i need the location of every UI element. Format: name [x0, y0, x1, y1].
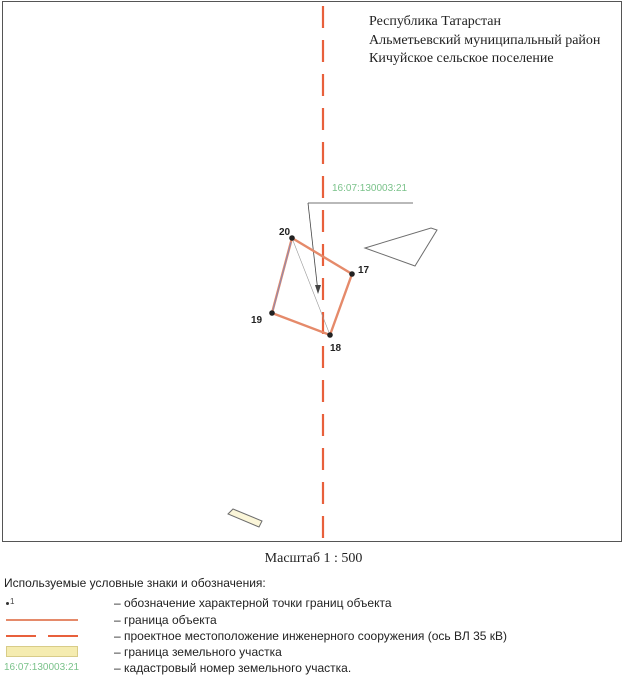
- legend-description-power-line: – проектное местоположение инженерного сооружения (ось ВЛ 35 кВ): [114, 629, 508, 643]
- map-canvas: [3, 2, 622, 542]
- legend-title: Используемые условные знаки и обозначения:: [4, 576, 266, 590]
- legend-dash-segment-icon: [6, 635, 36, 637]
- point-18-label: 18: [330, 343, 342, 354]
- legend-solid-line-icon: [6, 619, 78, 621]
- point-19-label: 19: [251, 315, 263, 326]
- legend-symbol-object-boundary: [4, 613, 114, 628]
- map-scale: Масштаб 1 : 500: [264, 551, 363, 566]
- region-line-district: Альметьевский муниципальный район: [369, 32, 601, 48]
- object-boundary-west-inner: [273, 242, 291, 310]
- object-boundary: [272, 238, 352, 335]
- region-line-settlement: Кичуйское сельское поселение: [369, 51, 554, 66]
- legend-parcel-swatch-icon: [6, 646, 78, 657]
- legend-point-dot-icon: [6, 602, 9, 605]
- point-19-marker: [269, 310, 275, 316]
- legend-item-object-boundary: [0, 613, 627, 628]
- point-20-label: 20: [279, 227, 291, 238]
- point-18-marker: [327, 332, 333, 338]
- cadastral-pointer-arrow: [315, 285, 321, 294]
- legend-description-object-boundary: – граница объекта: [114, 613, 217, 627]
- land-parcel-boundary-southwest: [228, 509, 262, 527]
- legend-item-point: [0, 596, 627, 611]
- legend-symbol-parcel-boundary: [4, 645, 114, 660]
- legend-dash-segment-icon: [48, 635, 78, 637]
- legend-symbol-power-line: [4, 629, 114, 644]
- legend-symbol-cadastral-number: [4, 661, 114, 676]
- region-line-republic: Республика Татарстан: [369, 14, 502, 29]
- legend-symbol-point: [4, 596, 114, 611]
- object-boundary-diagonal: [292, 238, 330, 335]
- legend-item-cadastral-number: [0, 661, 627, 676]
- land-parcel-boundary-east: [365, 228, 437, 266]
- legend-description-parcel-boundary: – граница земельного участка: [114, 645, 282, 659]
- legend-item-parcel-boundary: [0, 645, 627, 660]
- point-17-label: 17: [358, 265, 370, 276]
- legend-point-number: 1: [10, 597, 15, 606]
- region-caption: [369, 13, 600, 69]
- legend-item-power-line: [0, 629, 627, 644]
- legend-cadastral-sample: 16:07:130003:21: [4, 662, 80, 673]
- legend-description-point: – обозначение характерной точки границ объекта: [114, 596, 392, 610]
- cadastral-number-label: 16:07:130003:21: [332, 183, 408, 194]
- map-frame: [2, 1, 622, 542]
- point-17-marker: [349, 271, 355, 277]
- legend-description-cadastral-number: – кадастровый номер земельного участка.: [114, 661, 352, 675]
